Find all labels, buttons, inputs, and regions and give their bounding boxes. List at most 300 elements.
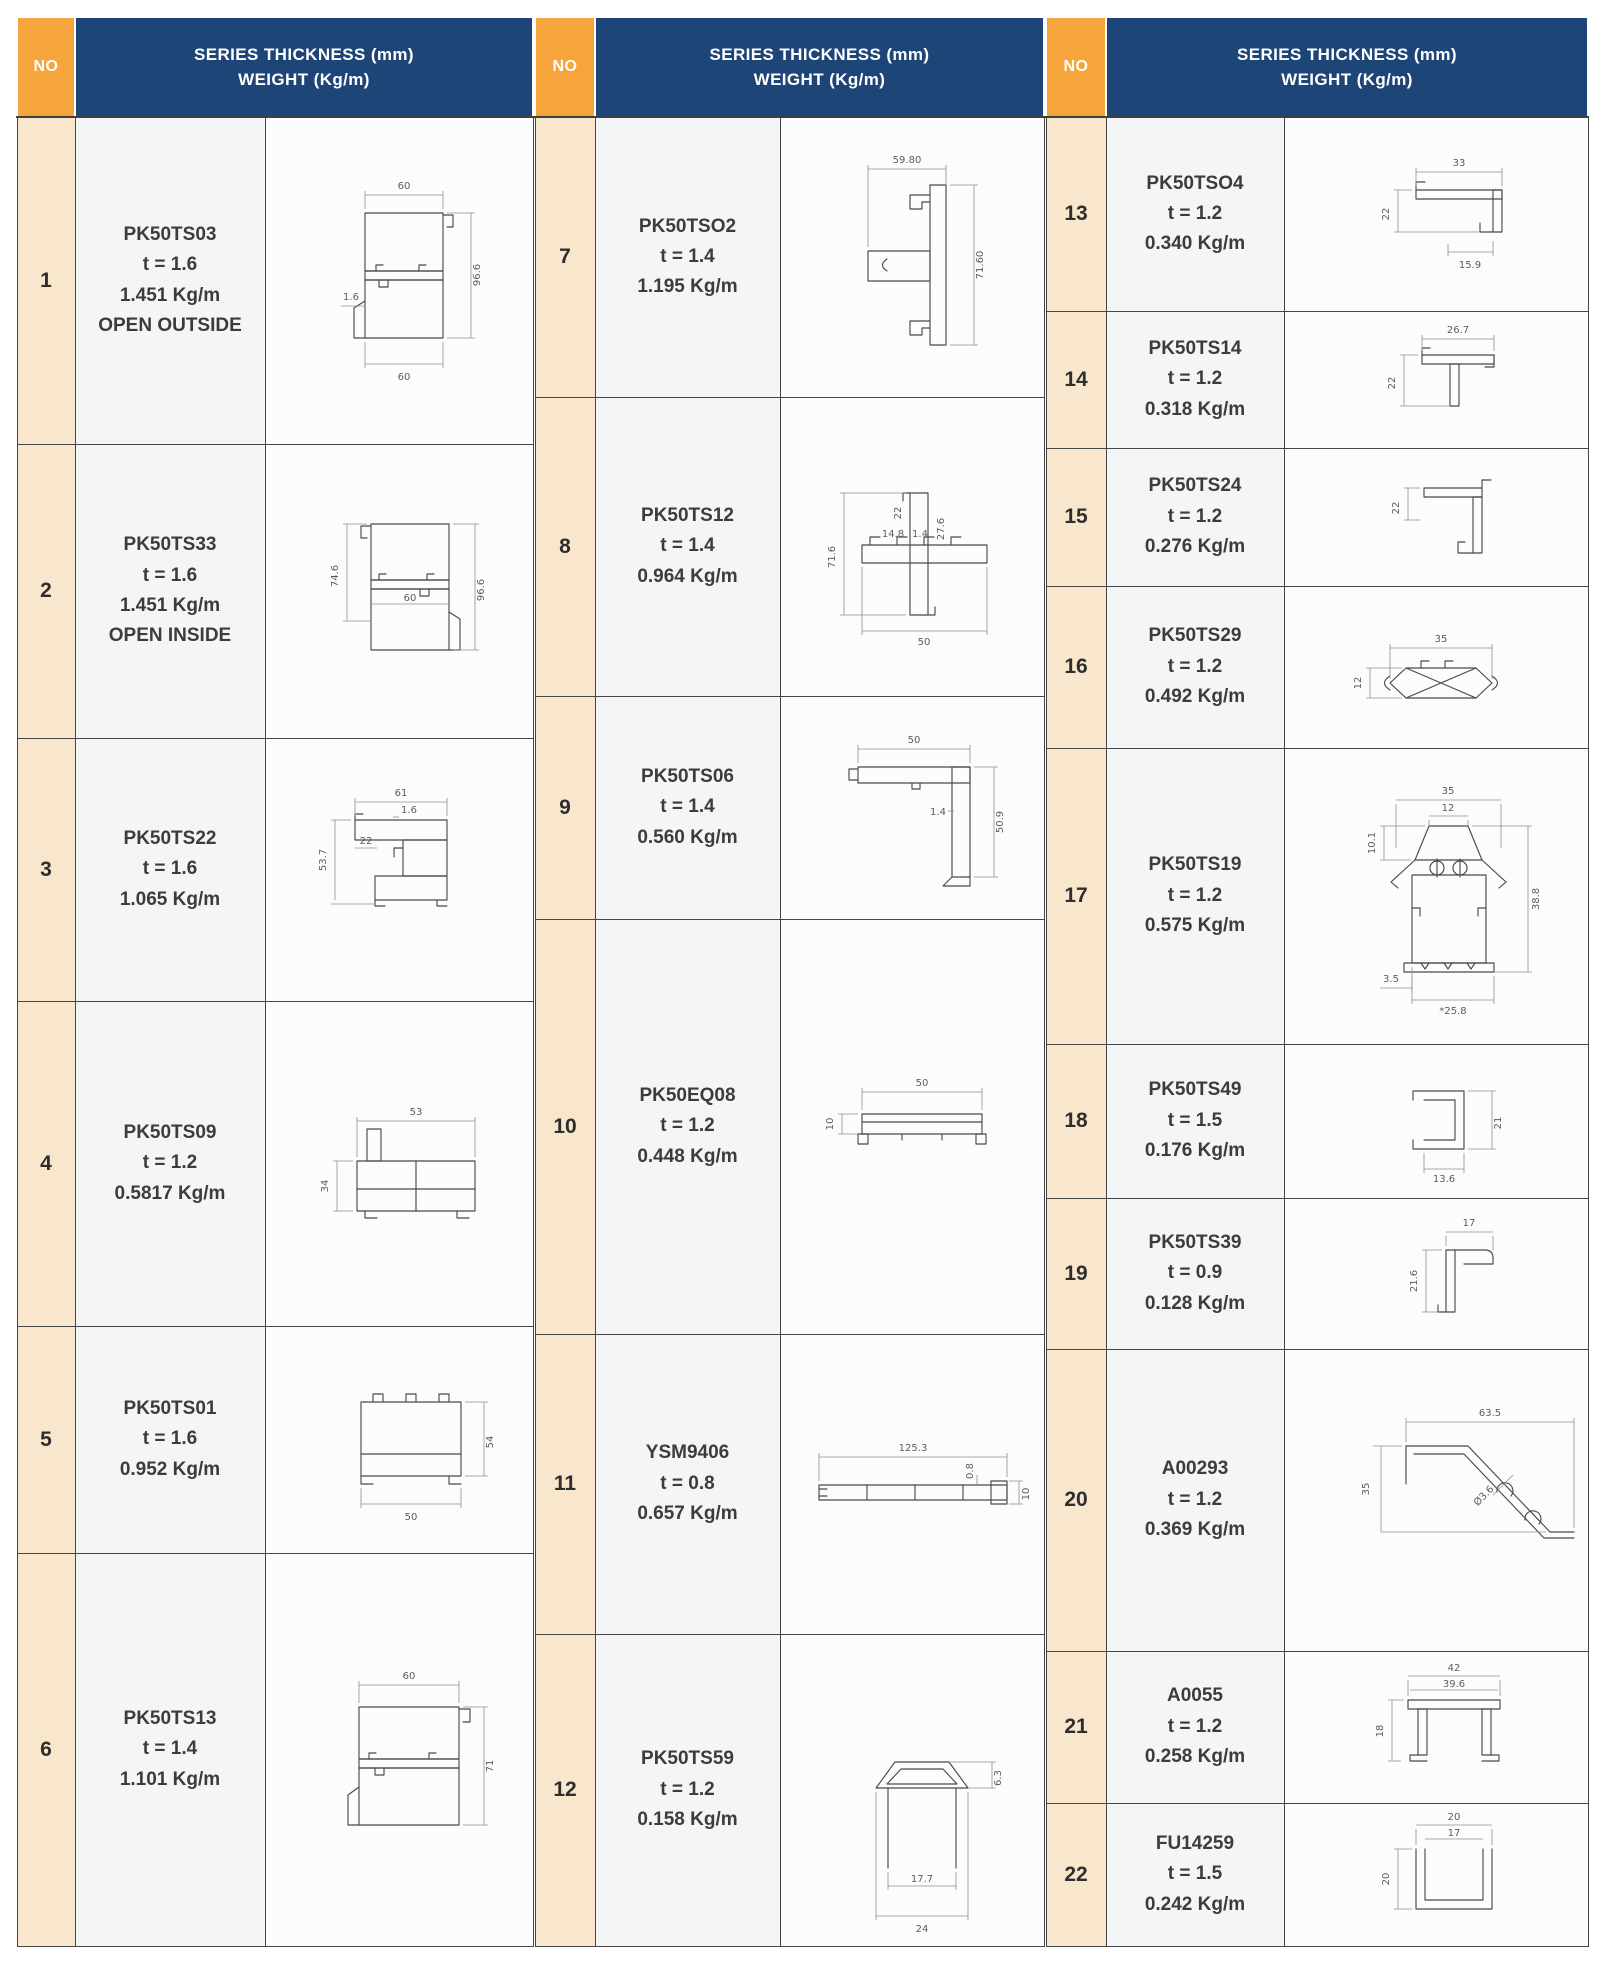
table-row (17, 1001, 533, 1326)
dim-label: 22 (359, 836, 373, 847)
row-number: 6 (17, 1553, 75, 1946)
profile-drawing (1296, 315, 1576, 440)
profile-spec (1106, 586, 1284, 748)
row-number: 5 (17, 1326, 75, 1553)
dim-label: 22 (1387, 376, 1398, 389)
dim-label: 15.9 (1458, 260, 1482, 272)
profile-spec (1106, 311, 1284, 448)
dim-label: 35 (1434, 633, 1448, 645)
header-row (17, 17, 533, 117)
dimension-lines (1373, 1418, 1574, 1532)
profile-thickness: t = 1.5 (1167, 1109, 1223, 1131)
profile-outline (361, 1394, 461, 1484)
row-number: 14 (1046, 311, 1106, 448)
dim-label: 50 (404, 1512, 418, 1523)
dim-label: 6.3 (993, 1769, 1004, 1786)
series-header-line1: SERIES THICKNESS (mm) (1237, 44, 1457, 64)
dimension-lines (1380, 800, 1532, 1004)
series-header-line2: WEIGHT (Kg/m) (1281, 70, 1413, 89)
series-header-line2: WEIGHT (Kg/m) (238, 70, 370, 89)
dimension-lines (1394, 168, 1502, 256)
profile-spec (595, 1634, 780, 1946)
table-row (535, 919, 1044, 1334)
profile-drawing-cell (265, 444, 533, 738)
profile-thickness: t = 1.2 (1167, 1715, 1223, 1737)
profile-outline (1438, 1250, 1493, 1312)
profile-spec (1106, 117, 1284, 311)
dim-label: 20 (1447, 1812, 1461, 1823)
profile-thickness: t = 1.2 (1167, 1488, 1223, 1510)
dim-label: 0.8 (965, 1462, 976, 1479)
profile-name: A00293 (1161, 1458, 1229, 1480)
profile-drawing (1296, 1049, 1576, 1189)
no-column-header: NO (17, 17, 75, 117)
dimension-lines (361, 1402, 488, 1508)
profile-outline (1424, 480, 1491, 553)
profile-drawing (792, 125, 1032, 385)
profile-weight: 0.340 Kg/m (1144, 233, 1246, 255)
profile-drawing-cell (1284, 311, 1588, 448)
no-column-header: NO (1046, 17, 1106, 117)
profile-thickness: t = 1.4 (142, 1738, 198, 1760)
profile-drawing (1296, 1656, 1576, 1794)
dimension-lines (343, 524, 479, 650)
row-number: 13 (1046, 117, 1106, 311)
dimension-lines (838, 1088, 982, 1134)
profile-outline (819, 1481, 1007, 1504)
profile-thickness: t = 1.2 (1167, 368, 1223, 390)
row-number: 12 (535, 1634, 595, 1946)
dim-label: 71.60 (975, 250, 986, 280)
dim-label: 17 (1462, 1218, 1476, 1229)
dim-label: 13.6 (1432, 1173, 1456, 1185)
profile-drawing-cell (780, 1634, 1044, 1946)
table-row (1046, 586, 1588, 748)
profile-drawing (787, 1377, 1037, 1587)
row-number: 22 (1046, 1803, 1106, 1946)
dim-label: 60 (397, 181, 411, 193)
profile-name: PK50TSO4 (1146, 172, 1244, 194)
row-number: 4 (17, 1001, 75, 1326)
dim-label: 21.6 (1409, 1269, 1420, 1293)
dim-label: 17 (1447, 1828, 1461, 1839)
profile-weight: 0.242 Kg/m (1144, 1893, 1246, 1915)
profile-note: OPEN OUTSIDE (98, 315, 242, 337)
dim-label: 1.6 (401, 805, 417, 816)
profile-drawing (792, 1638, 1032, 1938)
profile-name: PK50TS49 (1148, 1079, 1242, 1101)
profile-weight: 0.158 Kg/m (637, 1809, 738, 1831)
profile-weight: 0.560 Kg/m (637, 826, 738, 848)
profile-weight: 0.369 Kg/m (1144, 1519, 1246, 1541)
row-number: 2 (17, 444, 75, 738)
dim-label: 22 (1391, 501, 1402, 514)
dim-label: 20 (1381, 1872, 1392, 1886)
table-row (1046, 311, 1588, 448)
dimension-lines (858, 745, 998, 877)
profile-weight: 0.128 Kg/m (1144, 1292, 1246, 1314)
profile-thickness: t = 0.8 (660, 1472, 715, 1494)
dim-label: 96.6 (472, 264, 483, 287)
profile-thickness: t = 1.6 (142, 254, 198, 276)
profile-spec (1106, 1044, 1284, 1198)
dim-label: *25.8 (1439, 1006, 1467, 1017)
profile-note: OPEN INSIDE (108, 625, 232, 647)
table-row (535, 117, 1044, 397)
profile-spec (75, 1553, 265, 1946)
profile-thickness: t = 1.2 (1167, 884, 1223, 906)
dim-label: 35 (1361, 1482, 1372, 1495)
profile-outline (357, 1129, 475, 1218)
profile-name: PK50TS01 (123, 1397, 217, 1419)
dim-label: 59.80 (892, 154, 922, 166)
profile-spec (75, 1326, 265, 1553)
dimension-lines (331, 798, 447, 904)
dim-label: 21 (1493, 1116, 1504, 1129)
header-row (535, 17, 1044, 117)
dim-label: 34 (320, 1179, 331, 1193)
dimension-lines (819, 1453, 1023, 1504)
profile-name: A0055 (1167, 1685, 1223, 1707)
dimension-lines (840, 493, 987, 635)
profile-weight: 1.451 Kg/m (119, 595, 221, 616)
dim-label: 60 (403, 592, 417, 604)
profile-weight: 0.448 Kg/m (637, 1145, 738, 1167)
profile-outline (858, 1114, 986, 1144)
series-column-header (595, 17, 1044, 117)
row-number: 19 (1046, 1198, 1106, 1349)
profile-drawing-cell (1284, 448, 1588, 586)
profile-weight: 0.176 Kg/m (1144, 1140, 1246, 1162)
profile-name: PK50TS33 (123, 534, 217, 556)
dim-label: 3.5 (1383, 974, 1399, 985)
dim-label: 50 (915, 1078, 929, 1089)
catalog-table (16, 16, 1584, 1947)
table-row (1046, 748, 1588, 1044)
profile-drawing-cell (1284, 1198, 1588, 1349)
profile-spec (1106, 748, 1284, 1044)
profile-outline (354, 213, 453, 338)
profile-outline (876, 1762, 968, 1868)
profile-spec (75, 117, 265, 444)
profile-drawing-cell (265, 1553, 533, 1946)
profile-drawing-cell (780, 919, 1044, 1334)
profile-spec (595, 696, 780, 919)
dim-label: 24 (915, 1923, 929, 1935)
catalog-group-2 (534, 16, 1045, 1947)
table-row (1046, 1198, 1588, 1349)
dim-label: 61 (394, 788, 408, 799)
profile-drawing-cell (780, 696, 1044, 919)
profile-spec (595, 919, 780, 1334)
profile-weight: 1.065 Kg/m (119, 888, 221, 910)
profile-outline (355, 814, 447, 906)
profile-outline (1422, 348, 1494, 406)
profile-thickness: t = 1.2 (1167, 203, 1223, 225)
row-number: 1 (17, 117, 75, 444)
dim-label: 14.8 (881, 528, 905, 540)
row-number: 18 (1046, 1044, 1106, 1198)
dim-label: 1.4 (930, 806, 946, 818)
dim-label: 53.7 (318, 848, 329, 872)
dim-label: 22 (1381, 207, 1392, 221)
table-row (1046, 1651, 1588, 1803)
profile-drawing (1296, 1202, 1576, 1340)
series-header-line2: WEIGHT (Kg/m) (753, 70, 886, 89)
profile-name: YSM9406 (645, 1442, 730, 1464)
profile-weight: 1.101 Kg/m (119, 1768, 221, 1790)
profile-spec (75, 738, 265, 1001)
profile-drawing-cell (780, 397, 1044, 696)
profile-drawing-cell (1284, 748, 1588, 1044)
profile-name: PK50TS13 (123, 1707, 217, 1729)
dim-label: 71.6 (827, 545, 838, 568)
profile-spec (1106, 1803, 1284, 1946)
dim-label: 22 (893, 506, 904, 519)
profile-weight: 0.258 Kg/m (1144, 1746, 1246, 1768)
profile-drawing-cell (265, 738, 533, 1001)
dim-label: 50 (917, 636, 931, 648)
table-row (535, 1334, 1044, 1634)
table-row (17, 117, 533, 444)
dim-label: Ø3.6 (1471, 1483, 1497, 1509)
dimension-lines (333, 1117, 475, 1211)
row-number: 7 (535, 117, 595, 397)
dim-label: 50 (907, 734, 921, 746)
profile-spec (1106, 1651, 1284, 1803)
profile-weight: 0.492 Kg/m (1144, 686, 1246, 708)
series-column-header (1106, 17, 1588, 117)
dim-label: 10 (1021, 1487, 1032, 1500)
dim-label: 17.7 (910, 1873, 934, 1885)
profile-drawing (279, 128, 519, 428)
row-number: 15 (1046, 448, 1106, 586)
profile-outline (1385, 661, 1498, 698)
profile-thickness: t = 1.6 (142, 1428, 198, 1450)
profile-drawing (1296, 756, 1576, 1031)
profile-thickness: t = 0.9 (1167, 1262, 1223, 1284)
dim-label: 33 (1452, 158, 1466, 170)
dim-label: 27.6 (936, 517, 947, 540)
profile-name: PK50TS06 (641, 765, 734, 787)
row-number: 8 (535, 397, 595, 696)
dimension-lines (1400, 335, 1494, 406)
dim-label: 18 (1375, 1724, 1386, 1737)
profile-thickness: t = 1.5 (1167, 1863, 1223, 1885)
row-number: 9 (535, 696, 595, 919)
profile-name: PK50TS39 (1148, 1231, 1242, 1253)
profile-outline (1408, 1700, 1500, 1761)
profile-thickness: t = 1.4 (660, 535, 715, 557)
profile-spec (1106, 1349, 1284, 1651)
profile-thickness: t = 1.2 (660, 1778, 715, 1800)
row-number: 21 (1046, 1651, 1106, 1803)
profile-name: PK50TS09 (123, 1121, 217, 1143)
table-row (535, 696, 1044, 919)
profile-drawing-cell (1284, 1803, 1588, 1946)
profile-drawing-cell (265, 117, 533, 444)
dimension-lines (1422, 1232, 1493, 1312)
series-header-line1: SERIES THICKNESS (mm) (709, 44, 930, 64)
profile-outline (348, 1707, 470, 1825)
dim-label: 35 (1441, 786, 1455, 797)
dimension-lines (1366, 644, 1492, 698)
profile-drawing (1296, 124, 1576, 299)
profile-thickness: t = 1.6 (142, 858, 198, 880)
row-number: 10 (535, 919, 595, 1334)
dim-label: 60 (402, 1671, 416, 1682)
table-row (17, 1326, 533, 1553)
profile-outline (862, 493, 987, 615)
profile-outline (1416, 1849, 1492, 1909)
profile-drawing-cell (265, 1326, 533, 1553)
table-row (17, 738, 533, 1001)
dim-label: 74.6 (330, 564, 341, 587)
dim-label: 1.4 (912, 528, 928, 540)
profile-name: PK50TS19 (1148, 854, 1242, 876)
dimension-lines (868, 165, 978, 345)
profile-name: PK50TS12 (641, 504, 734, 526)
profile-name: PK50TS22 (123, 827, 217, 849)
profile-thickness: t = 1.2 (142, 1152, 198, 1174)
profile-thickness: t = 1.6 (142, 564, 198, 586)
profile-outline (1413, 1091, 1464, 1149)
profile-thickness: t = 1.2 (1167, 505, 1223, 527)
dim-label: 50.9 (995, 810, 1006, 833)
dim-label: 63.5 (1478, 1407, 1502, 1419)
profile-drawing (279, 454, 519, 724)
profile-drawing-cell (1284, 1044, 1588, 1198)
profile-drawing (279, 1021, 519, 1301)
table-row (1046, 448, 1588, 586)
dimension-lines (1404, 488, 1420, 520)
dim-label: 53 (409, 1107, 423, 1118)
dim-label: 125.3 (898, 1442, 928, 1454)
profile-weight: 0.276 Kg/m (1144, 536, 1246, 558)
profile-spec (1106, 448, 1284, 586)
profile-outline (1391, 826, 1506, 972)
series-header-line1: SERIES THICKNESS (mm) (194, 44, 414, 64)
profile-drawing (279, 1332, 519, 1542)
dim-label: 12 (1353, 676, 1364, 689)
profile-name: PK50TS14 (1148, 337, 1242, 359)
table-row (535, 1634, 1044, 1946)
profile-weight: 0.952 Kg/m (119, 1458, 221, 1480)
series-column-header (75, 17, 533, 117)
no-column-header: NO (535, 17, 595, 117)
profile-spec (595, 397, 780, 696)
dimension-lines (1394, 1825, 1492, 1909)
dim-label: 96.6 (476, 578, 487, 601)
table-row (1046, 1349, 1588, 1651)
profile-name: PK50TSO2 (638, 215, 737, 237)
table-row (17, 1553, 533, 1946)
profile-outline (849, 767, 970, 886)
profile-drawing-cell (1284, 117, 1588, 311)
profile-weight: 0.964 Kg/m (637, 565, 738, 587)
dim-label: 39.6 (1442, 1678, 1466, 1690)
profile-name: PK50TS29 (1148, 625, 1242, 647)
catalog-group-3 (1045, 16, 1589, 1947)
dim-label: 1.6 (343, 292, 359, 304)
profile-thickness: t = 1.2 (1167, 655, 1223, 677)
profile-drawing (279, 1567, 519, 1927)
profile-weight: 0.5817 Kg/m (114, 1182, 226, 1204)
profile-spec (75, 1001, 265, 1326)
catalog-group-1 (16, 16, 534, 1947)
row-number: 20 (1046, 1349, 1106, 1651)
profile-spec (75, 444, 265, 738)
profile-drawing (792, 407, 1032, 682)
dim-label: 60 (397, 372, 411, 384)
profile-thickness: t = 1.4 (660, 246, 715, 268)
profile-outline (868, 185, 946, 345)
profile-name: PK50TS03 (123, 223, 217, 245)
profile-name: PK50TS24 (1148, 475, 1242, 497)
header-row (1046, 17, 1588, 117)
row-number: 16 (1046, 586, 1106, 748)
table-row (1046, 117, 1588, 311)
profile-drawing (792, 703, 1032, 908)
dim-label: 71 (485, 1759, 496, 1773)
dim-label: 12 (1441, 803, 1455, 814)
profile-drawing-cell (780, 1334, 1044, 1634)
row-number: 3 (17, 738, 75, 1001)
profile-drawing (1296, 590, 1576, 740)
table-row (535, 397, 1044, 696)
profile-name: PK50EQ08 (639, 1084, 736, 1106)
dim-label: 10.1 (1367, 831, 1378, 855)
profile-thickness: t = 1.4 (660, 796, 715, 818)
profile-drawing-cell (780, 117, 1044, 397)
profile-drawing (1296, 1807, 1576, 1937)
row-number: 11 (535, 1334, 595, 1634)
profile-drawing-cell (265, 1001, 533, 1326)
profile-outline (361, 524, 460, 650)
dimension-lines (1424, 1091, 1496, 1173)
dim-label: 10 (825, 1117, 836, 1131)
profile-name: FU14259 (1155, 1832, 1235, 1854)
table-row (17, 444, 533, 738)
dimension-lines (359, 1681, 488, 1825)
profile-weight: 1.195 Kg/m (637, 276, 738, 298)
table-row (1046, 1044, 1588, 1198)
dim-label: 26.7 (1446, 324, 1470, 336)
profile-thickness: t = 1.2 (660, 1115, 715, 1137)
profile-name: PK50TS59 (641, 1748, 734, 1770)
profile-weight: 0.657 Kg/m (637, 1503, 738, 1525)
profile-weight: 0.575 Kg/m (1144, 915, 1246, 937)
profile-drawing (792, 1004, 1032, 1244)
profile-spec (595, 117, 780, 397)
profile-drawing (1296, 1358, 1576, 1638)
table-row (1046, 1803, 1588, 1946)
profile-drawing (1296, 452, 1576, 578)
profile-outline (1416, 182, 1502, 232)
dimension-lines (876, 1762, 996, 1920)
row-number: 17 (1046, 748, 1106, 1044)
profile-weight: 1.451 Kg/m (119, 284, 221, 306)
dim-label: 54 (485, 1435, 496, 1449)
dim-label: 38.8 (1531, 887, 1542, 911)
profile-drawing-cell (1284, 586, 1588, 748)
profile-drawing-cell (1284, 1349, 1588, 1651)
profile-spec (595, 1334, 780, 1634)
dim-label: 42 (1447, 1662, 1461, 1674)
profile-spec (1106, 1198, 1284, 1349)
profile-weight: 0.318 Kg/m (1144, 398, 1246, 420)
profile-drawing (279, 747, 519, 987)
